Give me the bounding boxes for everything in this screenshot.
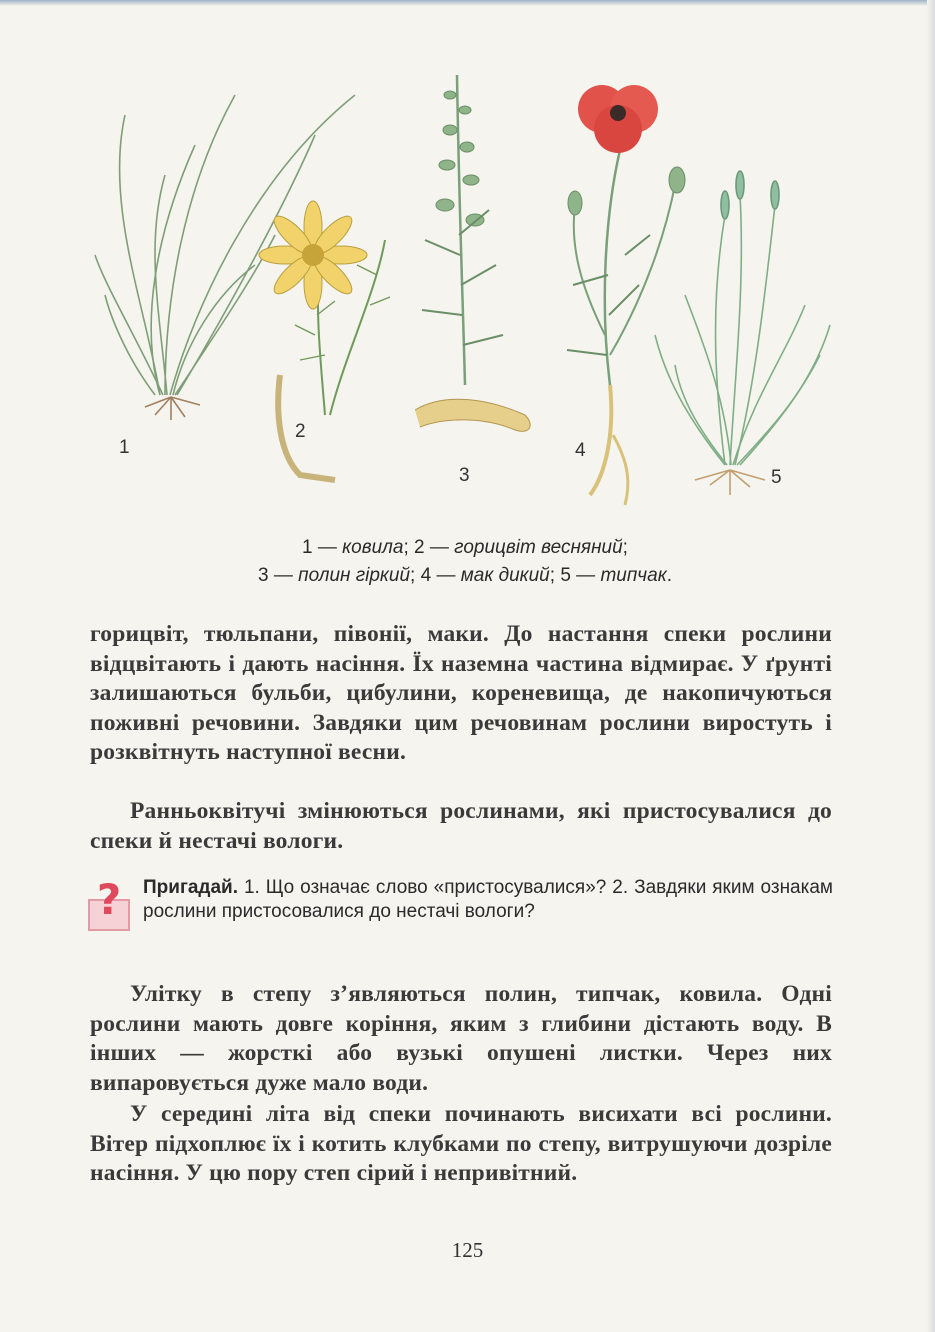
caption-num-3: 3 — xyxy=(258,565,299,586)
recall-box xyxy=(85,874,835,964)
recall-title: Пригадай. xyxy=(143,877,239,898)
page-number: 125 xyxy=(451,1238,484,1262)
caption-sep-1: ; xyxy=(403,537,415,558)
figure-number-3: 3 xyxy=(459,465,470,486)
caption-sep-3: ; xyxy=(410,565,421,586)
page-edge-right xyxy=(927,0,935,1332)
wormwood-plant xyxy=(415,75,530,431)
paragraph-2: Ранньоквітучі змінюються рослинами, які пристосувалися до спеки й нестачі вологи. xyxy=(90,798,832,854)
figure-number-5: 5 xyxy=(771,467,782,488)
caption-num-5: 5 — xyxy=(560,565,601,586)
page-edge-top xyxy=(0,0,935,6)
caption-sep-4: ; xyxy=(549,565,561,586)
figure-number-2: 2 xyxy=(295,421,306,442)
steppe-plants-illustration xyxy=(85,55,845,525)
paragraph-4: У середині літа від спеки починають висихати всі рослини. Вітер підхоплює їх і котить клубками по степу, витрушуючи дозріле насіння. У цю пору степ сірий і непривітний. xyxy=(90,1101,832,1186)
adonis-plant xyxy=(259,201,390,480)
caption-name-5: типчак xyxy=(600,565,667,586)
figure-number-4: 4 xyxy=(575,440,586,461)
caption-line-2 xyxy=(120,562,810,590)
svg-text:?: ? xyxy=(96,875,122,924)
caption-num-1: 1 — xyxy=(302,537,343,558)
question-mark-icon xyxy=(85,874,133,934)
plants-drawing xyxy=(85,55,845,525)
figure-caption xyxy=(120,534,810,590)
figure-number-1: 1 xyxy=(119,437,130,458)
recall-text xyxy=(143,876,833,924)
caption-name-4: мак дикий xyxy=(460,565,550,586)
caption-name-1: ковила xyxy=(342,537,404,558)
caption-name-2: горицвіт весняний xyxy=(454,537,623,558)
caption-sep-2: ; xyxy=(622,537,628,558)
caption-num-4: 4 — xyxy=(420,565,461,586)
caption-num-2: 2 — xyxy=(414,537,455,558)
paragraph-3: Улітку в степу з’являються полин, типчак, ковила. Одні рослини мають довге коріння, яким з глибини дістають воду. В інших — жорсткі або вузькі опушені листки. Через них випаровується дуже мало води. xyxy=(90,981,832,1096)
caption-name-3: полин гіркий xyxy=(298,565,411,586)
caption-sep-5: . xyxy=(666,565,672,586)
caption-line-1 xyxy=(120,534,810,562)
recall-questions: 1. Що означає слово «пристосувалися»? 2. Завдяки яким ознакам рослини пристосовалися до нестачі вологи? xyxy=(143,877,833,922)
fescue-plant xyxy=(655,171,830,495)
paragraph-1: горицвіт, тюльпани, півонії, маки. До настання спеки рослини відцвітають і дають насіння. Їх наземна частина відмирає. У ґрунті залишаються бульби, цибулини, кореневища, де накопичуються поживні речовини. Завдяки цим речовинам рослини виростуть і розквітнуть наступної весни. xyxy=(90,621,832,765)
